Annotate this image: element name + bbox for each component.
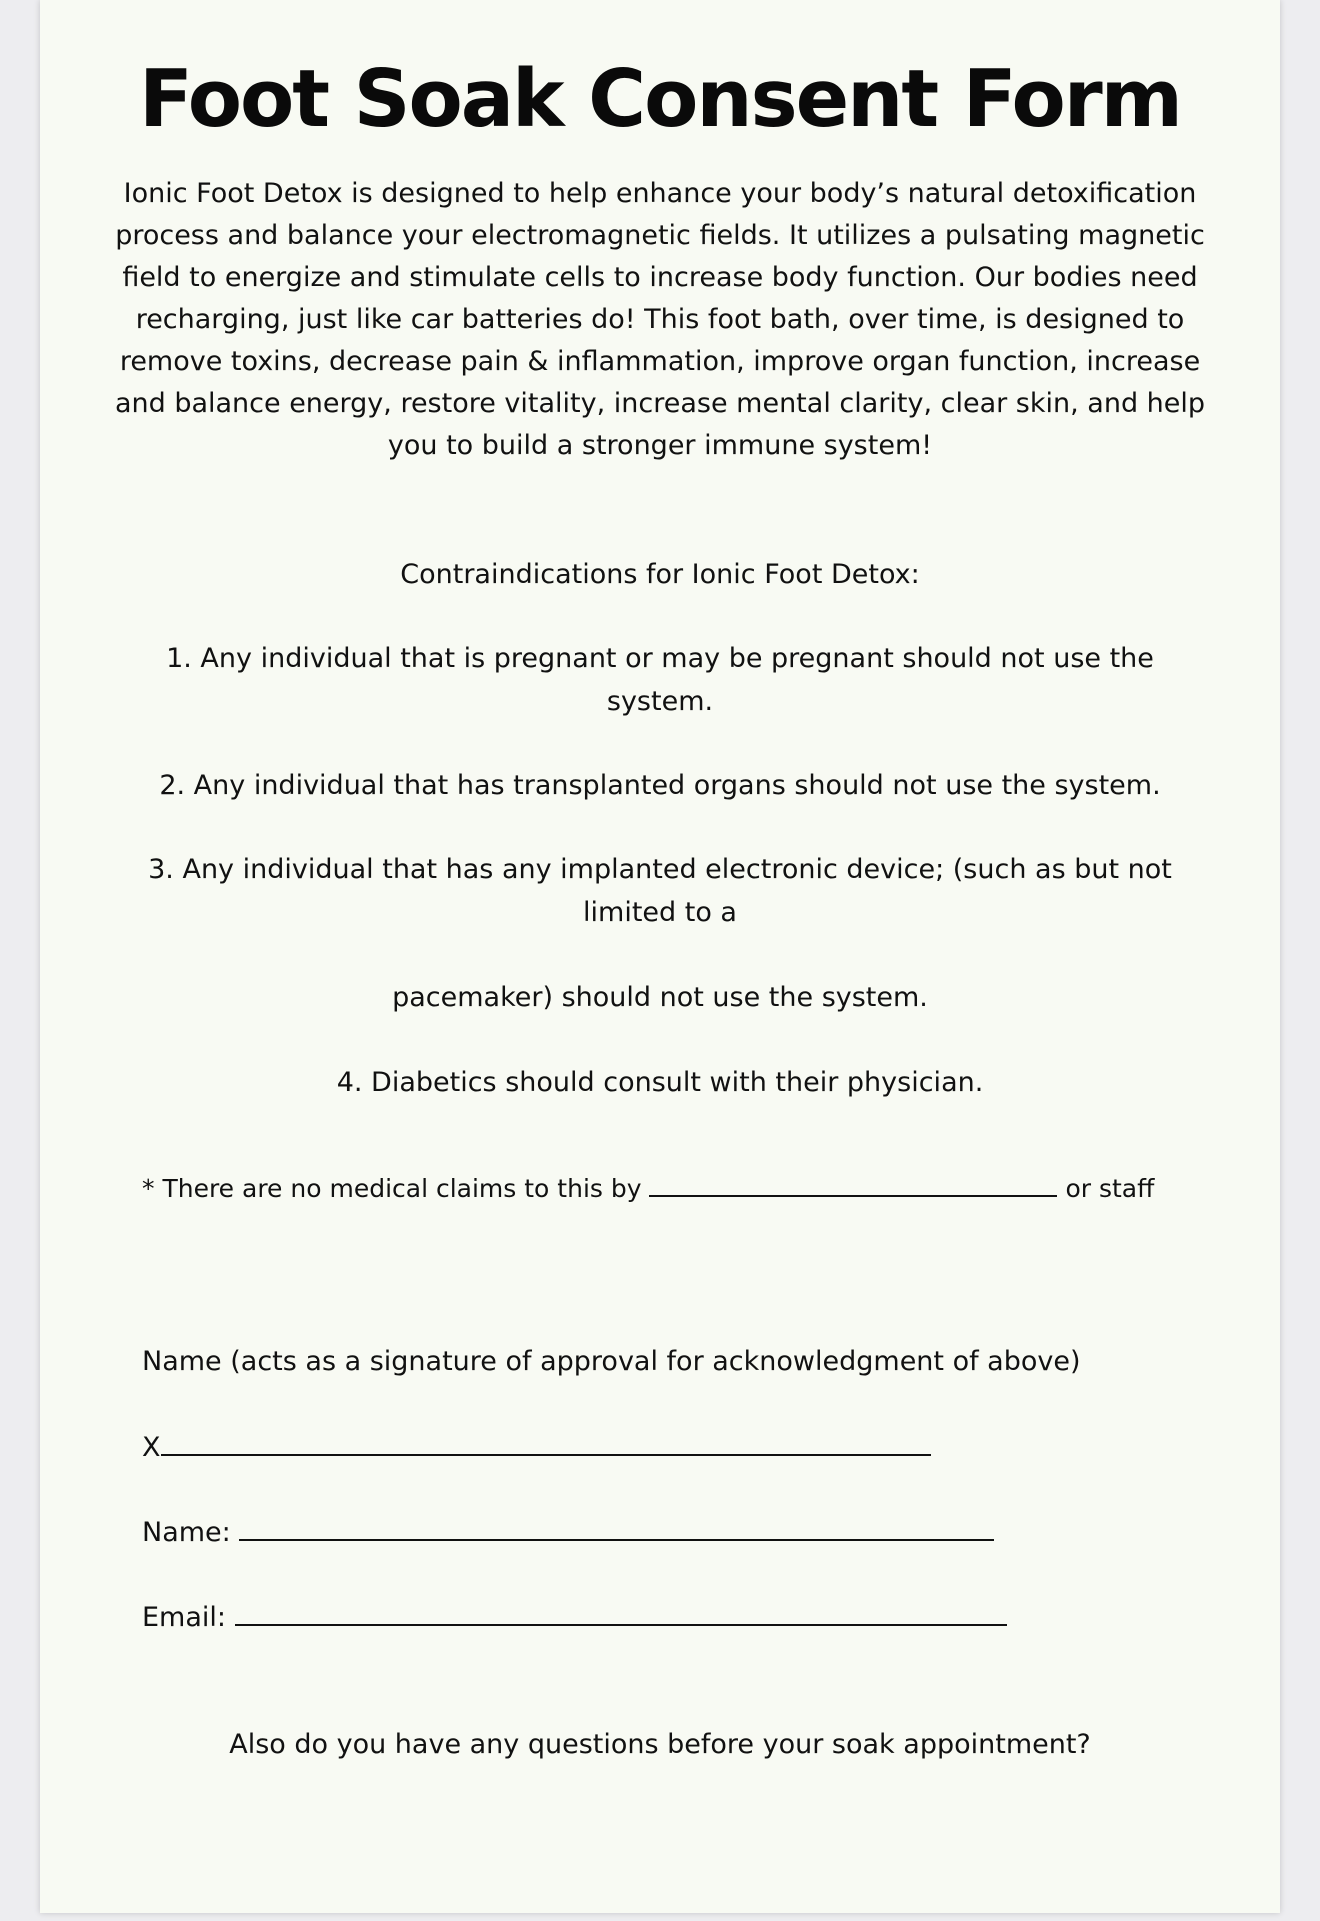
- closing-question: Also do you have any questions before your soak appointment?: [229, 1729, 1091, 1760]
- contraindication-item-2: 2. Any individual that has transplanted organs should not use the system.: [159, 770, 1161, 801]
- name-field-row: [142, 1513, 994, 1553]
- contraindication-item-1: 1. Any individual that is pregnant or may be pregnant should not use the system.: [166, 643, 1154, 717]
- name-blank[interactable]: [239, 1517, 994, 1541]
- consent-form-page: [40, 0, 1280, 1913]
- email-field-row: [142, 1598, 1007, 1638]
- signature-blank[interactable]: [161, 1432, 931, 1456]
- medical-claims-line: [142, 1169, 1222, 1209]
- signature-prefix: X: [142, 1432, 161, 1463]
- signature-note: Name (acts as a signature of approval for acknowledgment of above): [142, 1346, 1081, 1377]
- email-blank[interactable]: [235, 1602, 1007, 1626]
- form-title: Foot Soak Consent Form: [138, 53, 1182, 145]
- contraindications-heading: Contraindications for Ionic Foot Detox:: [400, 559, 920, 590]
- intro-paragraph: Ionic Foot Detox is designed to help enhance your body’s natural detoxification process and balance your electromagnetic fields. It utilizes a pulsating magnetic field to energize and stimulate cells to increase body function. Our bodies need recharging, just like car batteries do! This foot bath, over time, is designed to remove toxins, decrease pain & inflammation, improve organ function, increase and balance energy, restore vitality, increase mental clarity, clear skin, and help you to build a stronger immune system!: [114, 178, 1206, 461]
- signature-line: [142, 1428, 931, 1468]
- claims-prefix: * There are no medical claims to this by: [142, 1174, 642, 1203]
- email-label: Email:: [142, 1602, 227, 1633]
- claims-suffix: or staff: [1065, 1174, 1155, 1203]
- contraindication-item-3-continued: pacemaker) should not use the system.: [392, 982, 928, 1013]
- name-label: Name:: [142, 1517, 231, 1548]
- contraindication-item-4: 4. Diabetics should consult with their physician.: [336, 1067, 984, 1098]
- business-name-blank[interactable]: [649, 1173, 1057, 1197]
- contraindication-item-3: 3. Any individual that has any implanted electronic device; (such as but not limited to a: [148, 854, 1172, 928]
